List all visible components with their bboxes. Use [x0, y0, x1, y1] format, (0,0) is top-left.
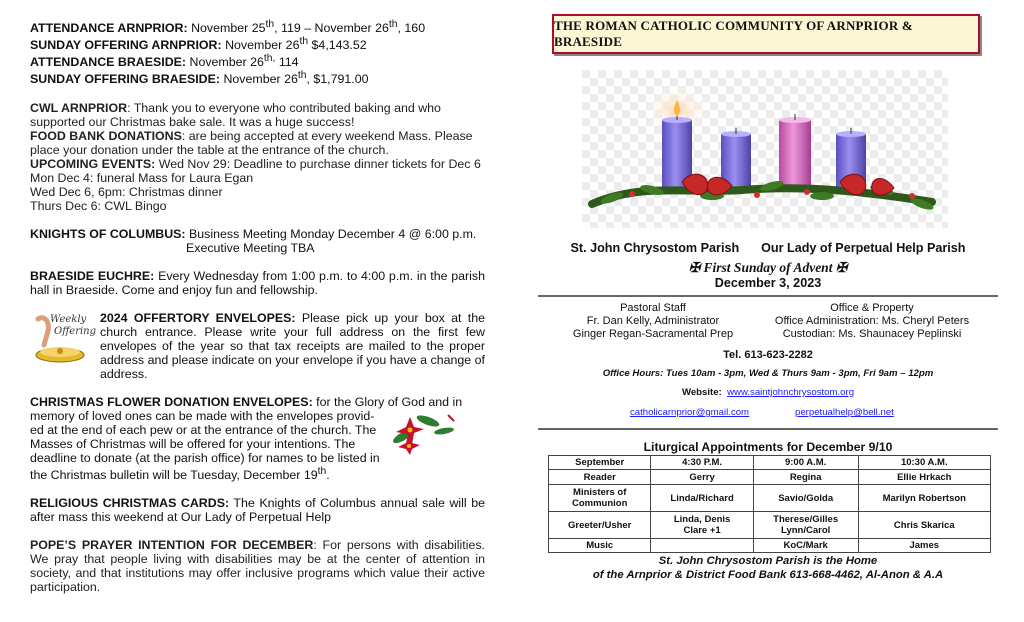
divider [538, 295, 998, 297]
flower-block: CHRISTMAS FLOWER DONATION ENVELOPES: for the Glory of God and in memory of loved ones can be made with the envelopes provid- ed at the end of each pew or at the entrance of the church. The Masses of Christmas will be offered for your intentions. The deadline to donate (at the parish office) for names to be listed in the Christmas bulletin will be Tuesday, December 19th. [30, 394, 463, 482]
office-hours: Office Hours: Tues 10am - 3pm, Wed & Thurs 9am - 3pm, Fri 9am – 12pm [602, 368, 934, 379]
table-row: Reader Gerry Regina Ellie Hrkach [549, 470, 991, 485]
envelopes-block: Weekly Offering 2024 OFFERTORY ENVELOPES: Please pick up your box at the church entrance. Please write your full address on the first few envelopes of the year so that tax receipts are mailed to the proper address and please indicate on your envelope if you have a change of address. [30, 311, 485, 381]
liturgical-title: Liturgical Appointments for December 9/10 [643, 440, 893, 454]
cards-block: RELIGIOUS CHRISTMAS CARDS: The Knights of Columbus annual sale will be after mass this weekend at Our Lady of Perpetual Help [30, 495, 485, 524]
telephone: Tel. 613-623-2282 [723, 349, 813, 361]
event-line: Mon Dec 4: funeral Mass for Laura Egan [30, 170, 254, 185]
cwl-note: CWL ARNPRIOR: Thank you to everyone who contributed baking and who supported our Christmas bake sale. It was a huge success! [30, 100, 441, 129]
website-link[interactable]: www.saintjohnchrysostom.org [727, 387, 855, 398]
office-property: Office & Property Office Administration: Ms. Cheryl Peters Custodian: Ms. Shaunacey Peplinski [774, 302, 970, 340]
table-header-row: September 4:30 P.M. 9:00 A.M. 10:30 A.M. [549, 456, 991, 470]
advent-heading: ✠ First Sunday of Advent ✠ [688, 260, 848, 275]
divider [538, 428, 998, 430]
euchre-block: BRAESIDE EUCHRE: Every Wednesday from 1:00 p.m. to 4:00 p.m. in the parish hall in Braeside. Come and enjoy fun and fellowship. [30, 268, 486, 297]
pastoral-staff: Pastoral Staff Fr. Dan Kelly, Administrator Ginger Regan-Sacramental Prep [572, 302, 734, 340]
email-link-perpetualhelp[interactable]: perpetualhelp@bell.net [795, 407, 894, 418]
koc-block: KNIGHTS OF COLUMBUS: Business Meeting Monday December 4 @ 6:00 p.m. Executive Meeting TBA [30, 226, 477, 255]
poinsettia-image [388, 407, 460, 457]
attendance-line: ATTENDANCE BRAESIDE: November $26^{th,}$ 114 [30, 53, 299, 70]
event-line: Wed Dec 6, 6pm: Christmas dinner [30, 184, 223, 199]
pope-intention-block: POPE’S PRAYER INTENTION FOR DECEMBER: For persons with disabilities. We pray that people living with disabilities may be at the center of attention in society, and that institutions may offer inclusive programs which value their active participation. [30, 537, 485, 594]
email-link-arnprior[interactable]: catholicarnprior@gmail.com [630, 407, 750, 418]
food-bank-footer: St. John Chrysostom Parish is the Home of the Arnprior & District Food Bank 613-668-4462, Al-Anon & A.A [592, 555, 944, 581]
food-bank-note: FOOD BANK DONATIONS: are being accepted at every weekend Mass. Please place your donation under the table at the entrance of the church. [30, 128, 473, 157]
attendance-line: ATTENDANCE ARNPRIOR: November 25th, 119 – November 26th, 160 [30, 19, 426, 36]
parish-names: St. John Chrysostom Parish Our Lady of Perpetual Help Parish [570, 241, 966, 255]
events-first: UPCOMING EVENTS: Wed Nov 29: Deadline to purchase dinner tickets for Dec 6 [30, 156, 481, 171]
bulletin-date: December 3, 2023 [714, 276, 822, 290]
left-column [30, 18, 485, 608]
attendance-block [30, 18, 485, 87]
liturgical-table [548, 455, 991, 553]
weekly-offering-image: Weekly Offering [30, 311, 90, 367]
event-line: Thurs Dec 6: CWL Bingo [30, 198, 167, 213]
attendance-line: SUNDAY OFFERING BRAESIDE: November 26th, $1,791.00 [30, 70, 369, 87]
website-line: Website: www.saintjohnchrysostom.org [681, 387, 855, 398]
advent-candles-image [582, 70, 948, 228]
attendance-line: SUNDAY OFFERING ARNPRIOR: November 26th $4,143.52 [30, 36, 367, 53]
table-row: Ministers of Communion Linda/Richard Savio/Golda Marilyn Robertson [549, 485, 991, 512]
right-column [538, 14, 998, 581]
bulletin-title: THE ROMAN CATHOLIC COMMUNITY OF ARNPRIOR & BRAESIDE [552, 14, 980, 54]
table-row: Greeter/Usher Linda, Denis Clare +1 Therese/Gilles Lynn/Carol Chris Skarica [549, 512, 991, 539]
announcements-block [30, 101, 485, 213]
table-row: Music KoC/Mark James [549, 539, 991, 553]
